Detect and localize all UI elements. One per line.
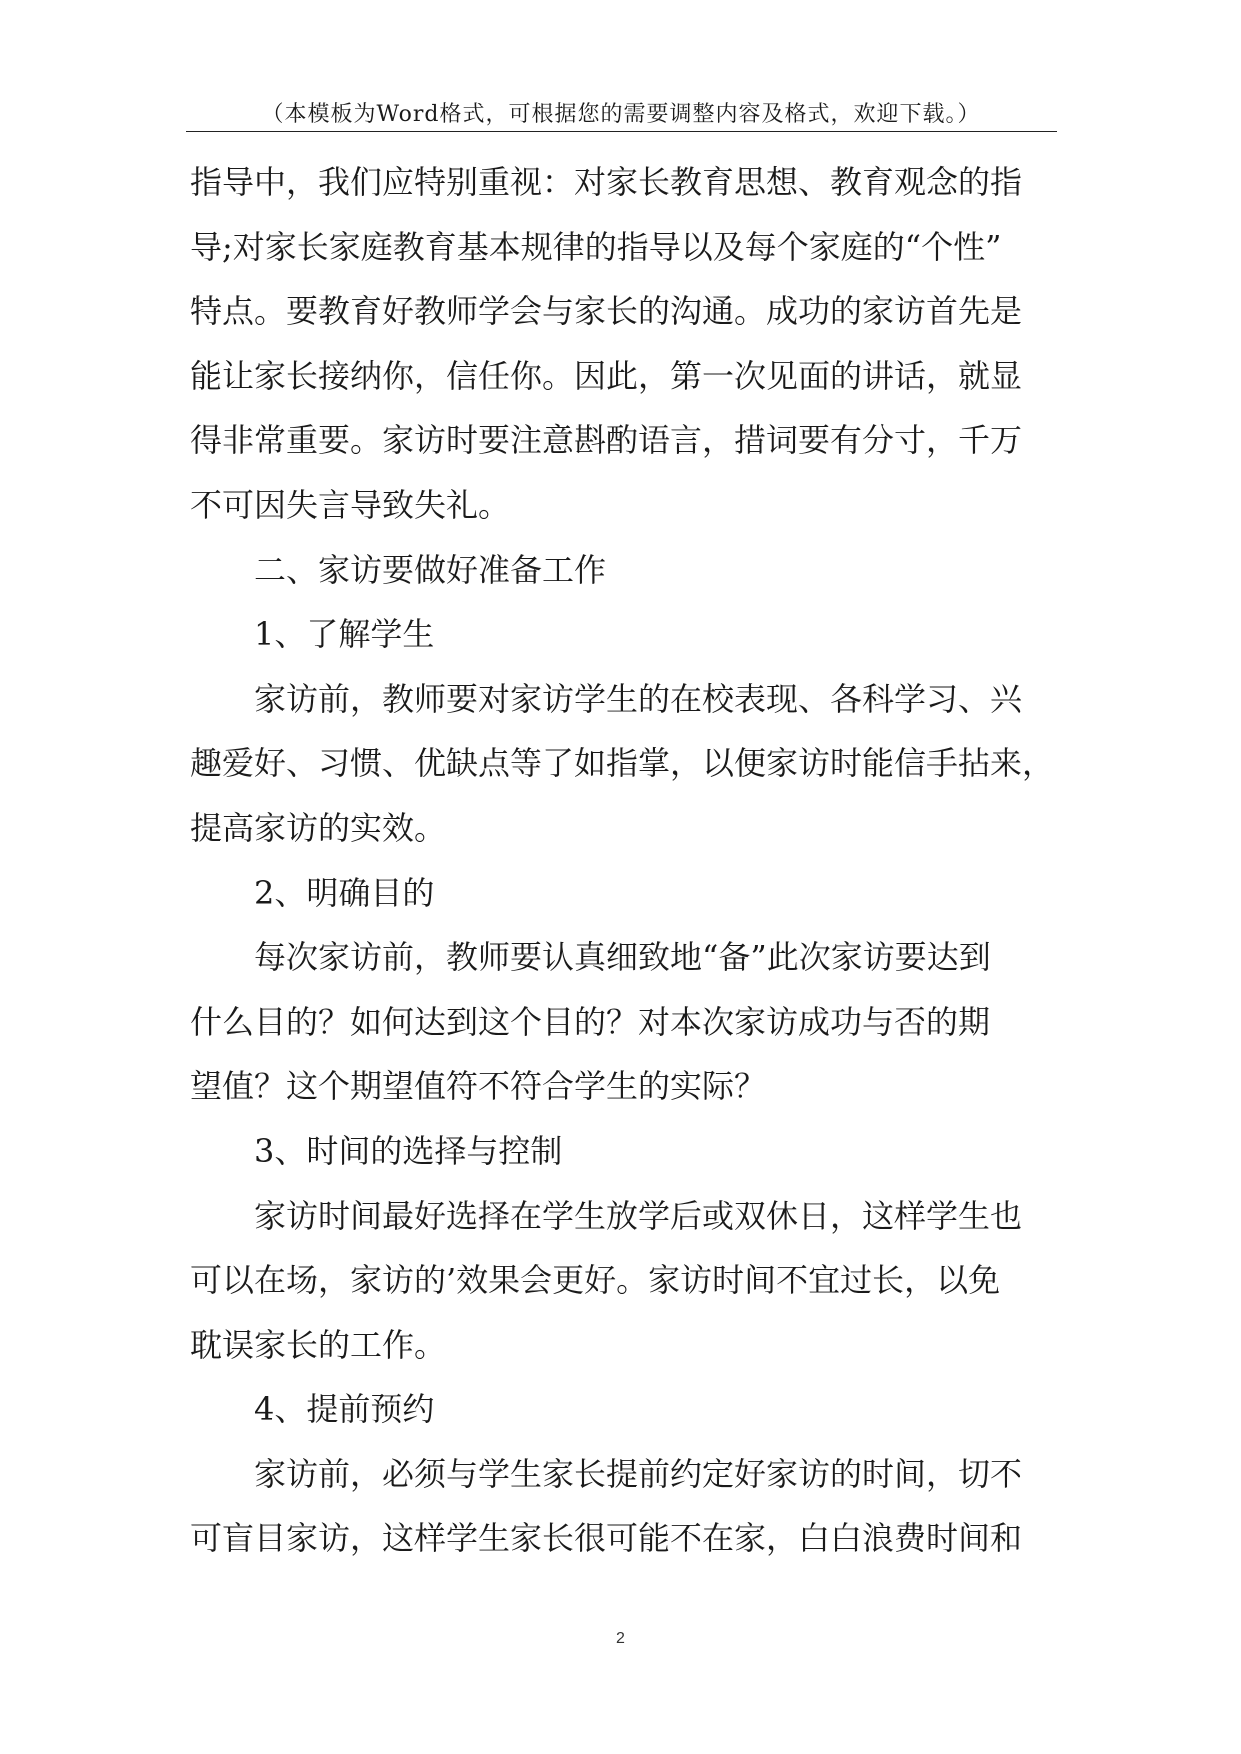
paragraph-line: 3、时间的选择与控制 xyxy=(254,1131,563,1170)
paragraph-line: 什么目的？如何达到这个目的？对本次家访成功与否的期 xyxy=(190,1002,991,1041)
paragraph-line: 家访前，教师要对家访学生的在校表现、各科学习、兴 xyxy=(254,679,1023,718)
template-notice-header: （本模板为Word格式，可根据您的需要调整内容及格式，欢迎下载。） xyxy=(261,102,981,127)
paragraph-line: 可盲目家访，这样学生家长很可能不在家，白白浪费时间和 xyxy=(190,1519,1023,1558)
paragraph-line: 不可因失言导致失礼。 xyxy=(190,485,511,524)
header-divider xyxy=(186,131,1057,132)
paragraph-line: 耽误家长的工作。 xyxy=(190,1325,447,1364)
paragraph-line: 1、了解学生 xyxy=(254,615,435,654)
paragraph-line: 指导中，我们应特别重视：对家长教育思想、教育观念的指 xyxy=(190,163,1023,201)
document-body xyxy=(190,150,1060,1571)
paragraph-line: 得非常重要。家访时要注意斟酌语言，措词要有分寸，千万 xyxy=(190,421,1023,460)
paragraph-line: 望值？这个期望值符不符合学生的实际？ xyxy=(190,1067,767,1106)
paragraph-line: 家访前，必须与学生家长提前约定好家访的时间，切不 xyxy=(254,1454,1023,1493)
page-number: 2 xyxy=(616,1630,625,1647)
paragraph-line: 4、提前预约 xyxy=(254,1390,435,1429)
paragraph-line: 可以在场，家访的’效果会更好。家访时间不宜过长，以免 xyxy=(190,1261,1001,1300)
paragraph-line: 每次家访前，教师要认真细致地“备”此次家访要达到 xyxy=(254,938,991,977)
paragraph-line: 二、家访要做好准备工作 xyxy=(254,550,607,589)
paragraph-line: 能让家长接纳你，信任你。因此，第一次见面的讲话，就显 xyxy=(190,356,1023,395)
paragraph-line: 2、明确目的 xyxy=(254,873,435,912)
paragraph-line: 提高家访的实效。 xyxy=(190,808,447,847)
paragraph-line: 特点。要教育好教师学会与家长的沟通。成功的家访首先是 xyxy=(190,292,1023,331)
paragraph-line: 家访时间最好选择在学生放学后或双休日，这样学生也 xyxy=(254,1196,1023,1235)
paragraph-line: 导;对家长家庭教育基本规律的指导以及每个家庭的“个性” xyxy=(190,227,1002,266)
paragraph-line: 趣爱好、习惯、优缺点等了如指掌，以便家访时能信手拈来， xyxy=(190,744,1055,783)
